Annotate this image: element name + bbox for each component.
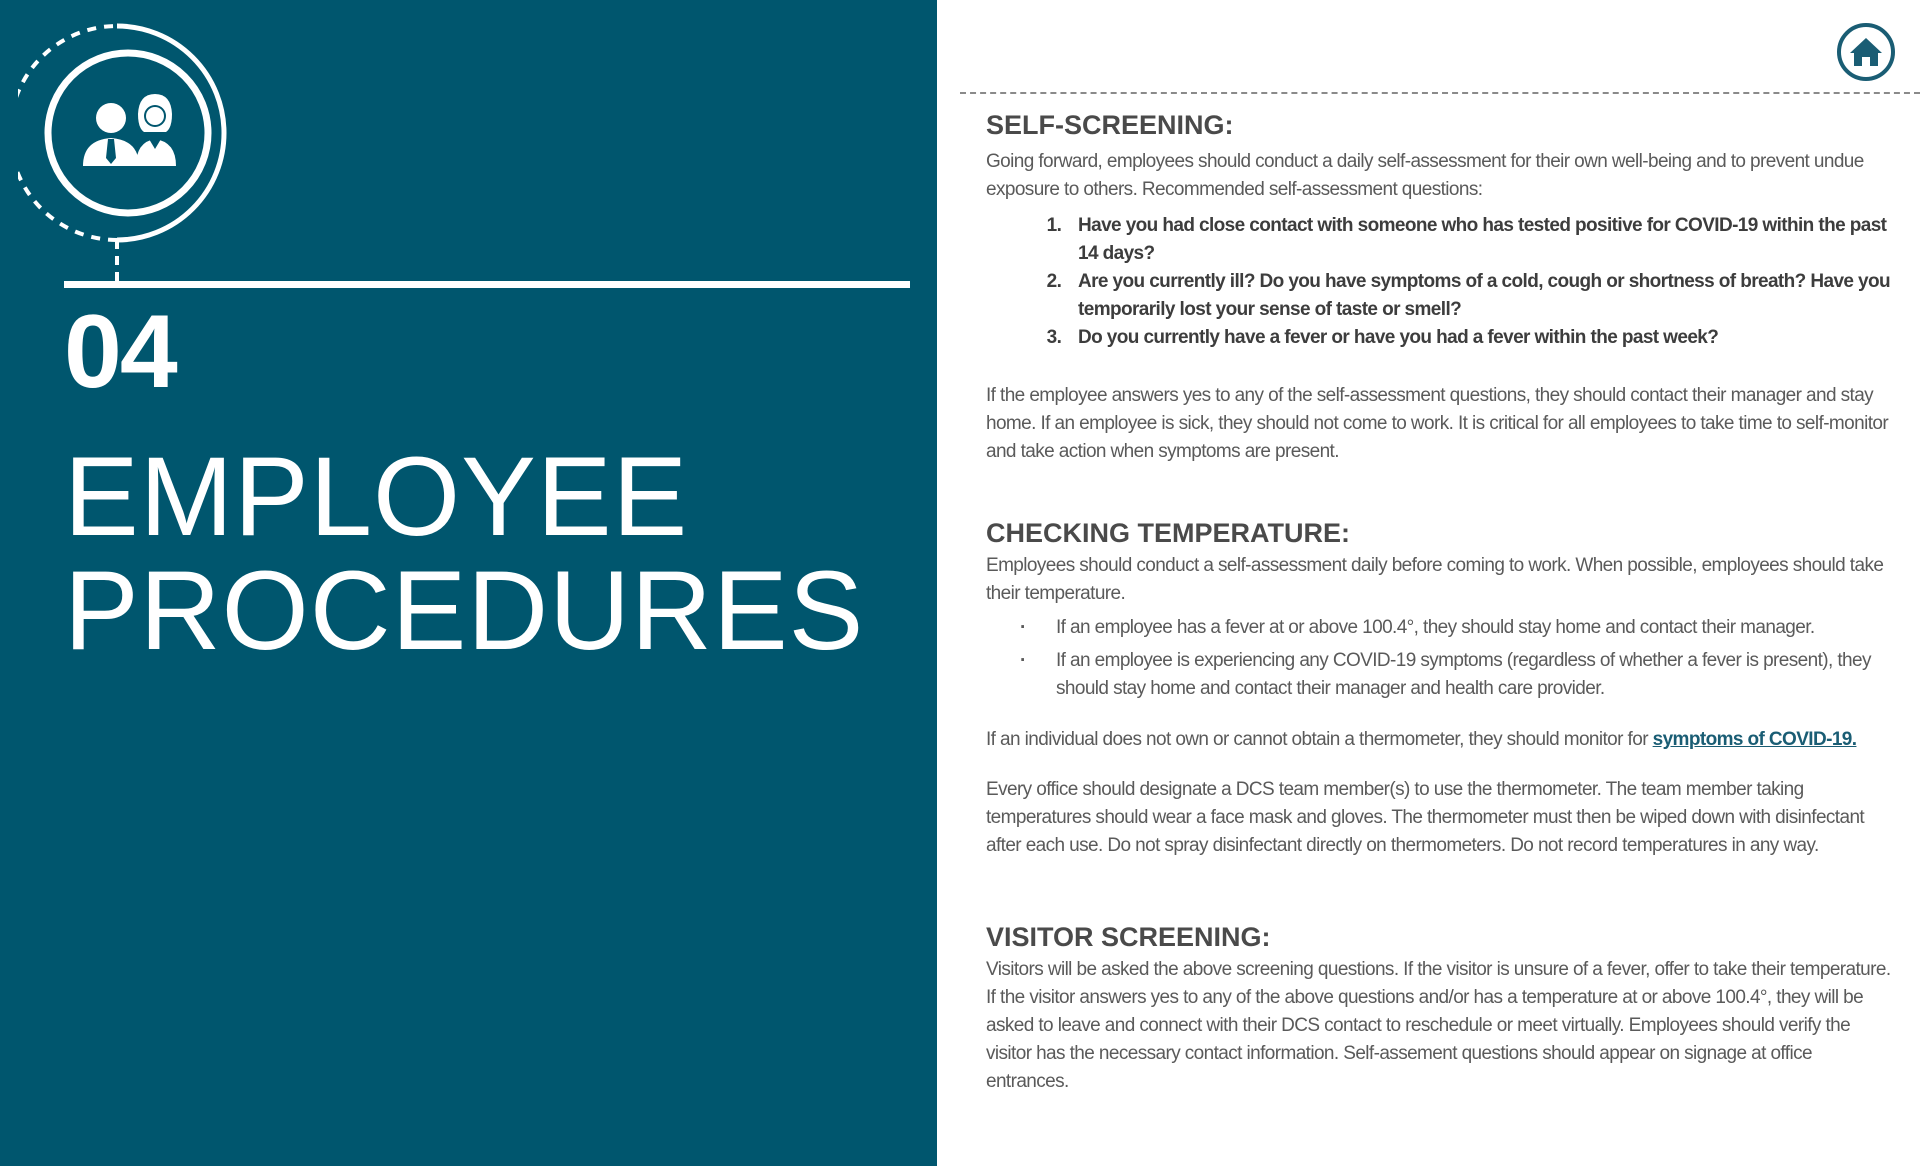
- section-title-line2: PROCEDURES: [64, 548, 865, 673]
- checking-temperature-section: [986, 514, 1898, 860]
- visitor-screening-body: Visitors will be asked the above screening questions. If the visitor is unsure of a fever, offer to take their temperature. If the visitor answers yes to any of the above questions and/or has a temperature at or above 100.4°, they will be asked to leave and connect with their DCS contact to reschedule or meet virtually. Employees should verify the visitor has the necessary contact information. Self-assement questions should appear on signage at office entrances.: [986, 959, 1891, 1092]
- thermometer-text: If an individual does not own or cannot obtain a thermometer, they should monitor for: [986, 729, 1648, 750]
- section-title-line1: EMPLOYEE: [64, 434, 689, 559]
- section-title: [64, 434, 865, 673]
- question-item: 1. Have you had close contact with someone who has tested positive for COVID-19 within the past 14 days?: [1066, 212, 1898, 268]
- people-icon: [18, 18, 248, 288]
- self-screening-section: [986, 106, 1898, 466]
- self-screening-followup: If the employee answers yes to any of the self-assessment questions, they should contact their manager and stay home. If an employee is sick, they should not come to work. It is critical for all employees to take time to self-monitor and take action when symptoms are present.: [986, 385, 1889, 462]
- content-column: [986, 106, 1898, 1096]
- self-screening-heading: SELF-SCREENING:: [986, 110, 1234, 140]
- bullet-item: · If an employee has a fever at or above 100.4°, they should stay home and contact their manager.: [1056, 614, 1898, 642]
- symptoms-link[interactable]: symptoms of COVID-19.: [1652, 729, 1857, 750]
- question-item: 3. Do you currently have a fever or have you had a fever within the past week?: [1066, 324, 1898, 352]
- home-icon[interactable]: [1836, 22, 1896, 82]
- thermometer-note: [986, 726, 1898, 754]
- section-number: 04: [64, 294, 176, 410]
- visitor-screening-heading: VISITOR SCREENING:: [986, 922, 1271, 952]
- checking-temperature-intro: Employees should conduct a self-assessment daily before coming to work. When possible, employees should take their temperature.: [986, 555, 1884, 604]
- self-assessment-questions: [986, 212, 1898, 352]
- dashed-rule: [960, 92, 1920, 94]
- temperature-bullets: [986, 614, 1898, 703]
- designate-paragraph: Every office should designate a DCS team member(s) to use the thermometer. The team member taking temperatures should wear a face mask and gloves. The thermometer must then be wiped down with disinfectant after each use. Do not spray disinfectant directly on thermometers. Do not record temperatures in any way.: [986, 779, 1865, 856]
- checking-temperature-heading: CHECKING TEMPERATURE:: [986, 518, 1350, 548]
- self-screening-intro: Going forward, employees should conduct a daily self-assessment for their own well-being and to prevent undue exposure to others. Recommended self-assessment questions:: [986, 151, 1864, 200]
- left-panel: [0, 0, 937, 1166]
- bullet-item: · If an employee is experiencing any COVID-19 symptoms (regardless of whether a fever is present), they should stay home and contact their manager and health care provider.: [1056, 647, 1898, 703]
- visitor-screening-section: [986, 918, 1898, 1096]
- question-item: 2. Are you currently ill? Do you have symptoms of a cold, cough or shortness of breath? Have you temporarily lost your sense of taste or smell?: [1066, 268, 1898, 324]
- divider-line: [64, 281, 910, 288]
